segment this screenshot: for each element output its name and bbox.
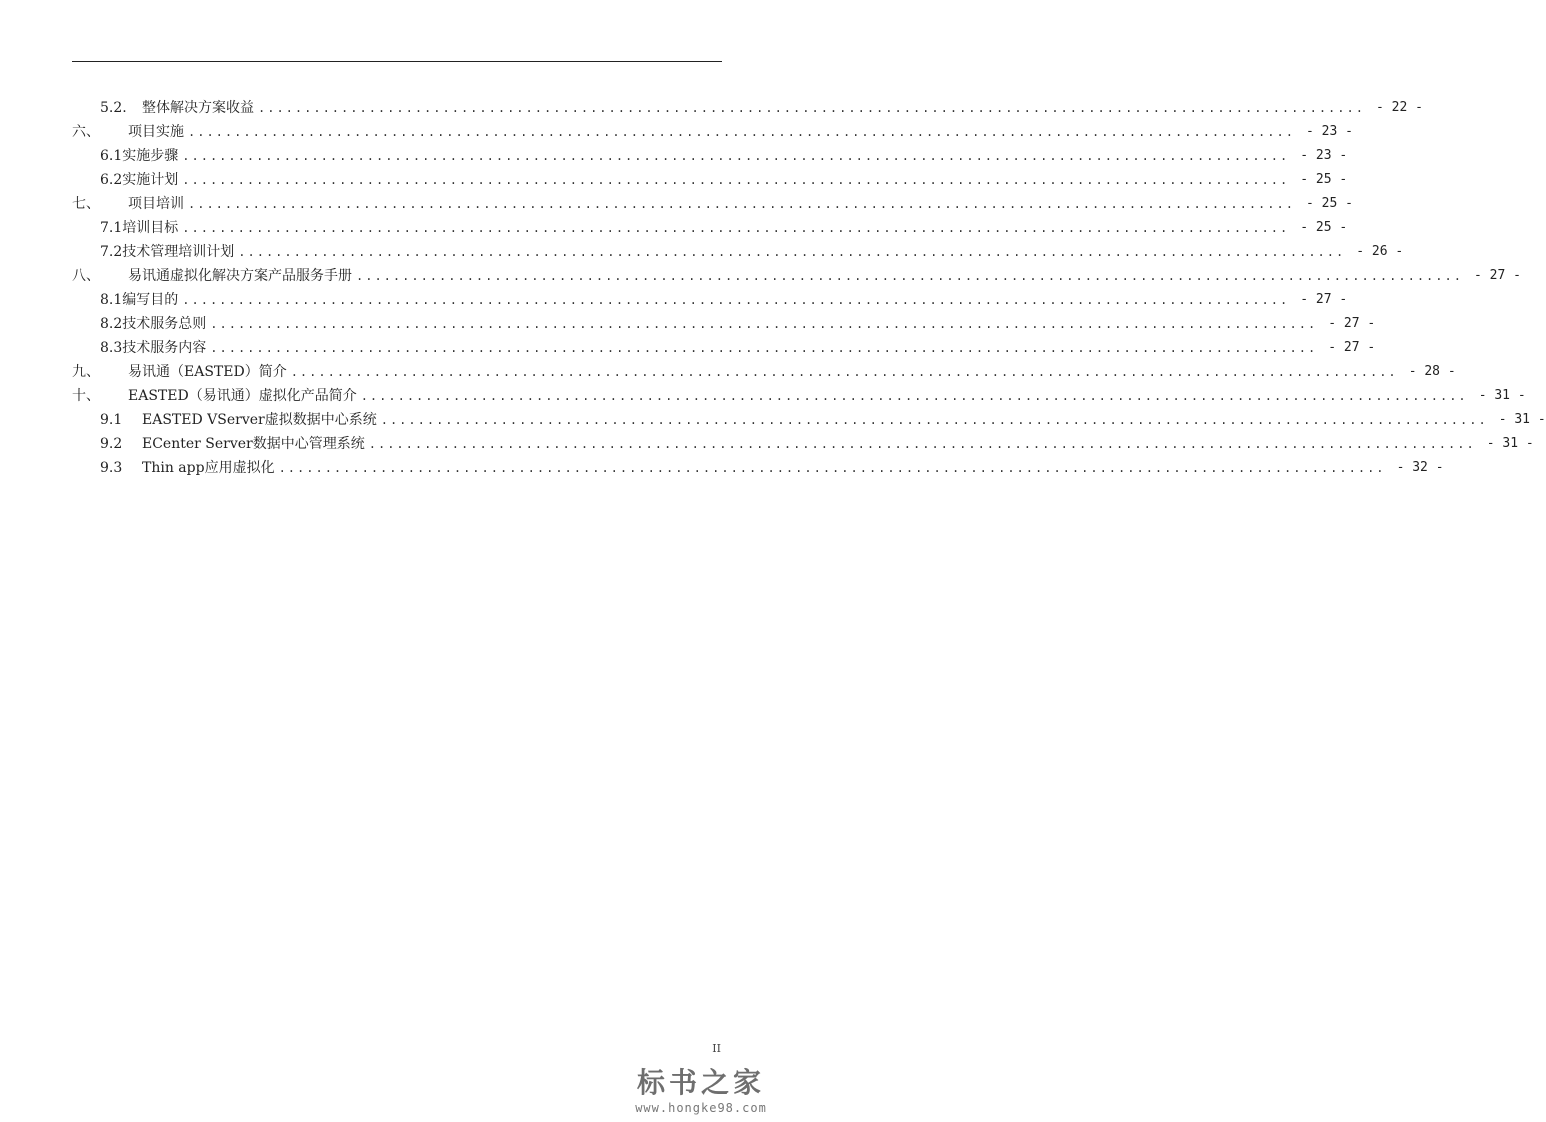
toc-entry-page: - 25 -	[1305, 196, 1353, 211]
toc-entry-number: 7.2	[100, 244, 123, 260]
toc-entry-title: 技术服务内容	[122, 340, 207, 356]
toc-entry-title: EASTED VServer虚拟数据中心系统	[142, 412, 377, 428]
toc-dot-leader: ........................................................................................................................	[182, 173, 1290, 187]
toc-entry-title: 项目实施	[128, 124, 184, 140]
toc-entry-8-1[interactable]	[72, 288, 1348, 312]
toc-entry-7[interactable]	[72, 192, 1353, 216]
toc-dot-leader: ........................................................................................................................	[356, 269, 1463, 283]
toc-entry-9-1[interactable]	[72, 408, 1546, 432]
toc-entry-8-2[interactable]	[72, 312, 1376, 336]
toc-entry-number: 8.3	[100, 340, 123, 356]
toc-entry-title: ECenter Server数据中心管理系统	[142, 436, 365, 452]
toc-entry-number: 9.3	[100, 460, 123, 476]
toc-entry-page: - 23 -	[1300, 148, 1348, 163]
toc-entry-number: 8.2	[100, 316, 123, 332]
toc-dot-leader: ........................................................................................................................	[278, 461, 1386, 475]
toc-entry-title: 项目培训	[128, 196, 184, 212]
toc-entry-7-2[interactable]	[72, 240, 1404, 264]
toc-dot-leader: ........................................................................................................................	[182, 221, 1290, 235]
toc-entry-page: - 31 -	[1498, 412, 1546, 427]
toc-entry-5-2[interactable]	[72, 96, 1423, 120]
toc-entry-page: - 31 -	[1486, 436, 1534, 451]
toc-dot-leader: ........................................................................................................................	[360, 389, 1468, 403]
toc-entry-8[interactable]	[72, 264, 1521, 288]
toc-entry-page: - 27 -	[1473, 268, 1521, 283]
toc-entry-page: - 22 -	[1375, 100, 1423, 115]
toc-entry-10[interactable]	[72, 384, 1526, 408]
toc-entry-title: 易讯通虚拟化解决方案产品服务手册	[128, 268, 352, 284]
toc-entry-title: Thin app应用虚拟化	[142, 460, 275, 476]
toc-dot-leader: ........................................................................................................................	[182, 293, 1290, 307]
toc-entry-page: - 27 -	[1328, 316, 1376, 331]
watermark-logo: 标书之家	[636, 1066, 765, 1099]
toc-entry-title: 实施步骤	[122, 148, 179, 164]
toc-entry-title: 整体解决方案收益	[142, 100, 254, 116]
toc-entry-number: 9.1	[100, 412, 123, 428]
table-of-contents	[72, 96, 1546, 480]
header-rule	[72, 61, 722, 62]
toc-entry-page: - 27 -	[1300, 292, 1348, 307]
toc-entry-page: - 26 -	[1356, 244, 1404, 259]
toc-entry-number: 8.1	[100, 292, 123, 308]
toc-entry-page: - 25 -	[1300, 172, 1348, 187]
toc-entry-number: 6.1	[100, 148, 123, 164]
toc-entry-title: 培训目标	[122, 220, 179, 236]
toc-entry-6-1[interactable]	[72, 144, 1348, 168]
toc-entry-page: - 31 -	[1478, 388, 1526, 403]
toc-entry-page: - 25 -	[1300, 220, 1348, 235]
toc-dot-leader: ........................................................................................................................	[238, 245, 1346, 259]
toc-dot-leader: ........................................................................................................................	[258, 101, 1365, 115]
toc-dot-leader: ........................................................................................................................	[188, 125, 1295, 139]
toc-entry-number: 5.2.	[100, 100, 127, 116]
toc-entry-page: - 28 -	[1408, 364, 1456, 379]
toc-entry-number: 9.2	[100, 436, 123, 452]
toc-entry-title: 编写目的	[122, 292, 179, 308]
toc-dot-leader: ........................................................................................................................	[380, 413, 1488, 427]
watermark-url: www.hongke98.com	[635, 1101, 767, 1115]
toc-entry-title: 易讯通（EASTED）简介	[128, 364, 287, 380]
watermark	[621, 1066, 781, 1116]
toc-entry-number: 九、	[72, 364, 100, 380]
toc-entry-page: - 23 -	[1305, 124, 1353, 139]
toc-dot-leader: ........................................................................................................................	[182, 149, 1290, 163]
page-number: II	[712, 1042, 721, 1055]
toc-entry-number: 七、	[72, 196, 100, 212]
toc-entry-title: EASTED（易讯通）虚拟化产品简介	[128, 388, 357, 404]
toc-entry-number: 7.1	[100, 220, 123, 236]
toc-entry-page: - 27 -	[1328, 340, 1376, 355]
toc-entry-number: 六、	[72, 124, 100, 140]
toc-entry-8-3[interactable]	[72, 336, 1376, 360]
toc-entry-number: 十、	[72, 388, 100, 404]
toc-entry-title: 实施计划	[122, 172, 179, 188]
toc-entry-page: - 32 -	[1396, 460, 1444, 475]
toc-entry-number: 八、	[72, 268, 100, 284]
toc-entry-9-3[interactable]	[72, 456, 1444, 480]
toc-entry-7-1[interactable]	[72, 216, 1348, 240]
toc-dot-leader: ........................................................................................................................	[210, 341, 1318, 355]
toc-entry-title: 技术管理培训计划	[122, 244, 235, 260]
toc-entry-number: 6.2	[100, 172, 123, 188]
toc-entry-title: 技术服务总则	[122, 316, 207, 332]
toc-entry-9[interactable]	[72, 360, 1456, 384]
toc-dot-leader: ........................................................................................................................	[368, 437, 1476, 451]
toc-entry-6-2[interactable]	[72, 168, 1348, 192]
toc-dot-leader: ........................................................................................................................	[188, 197, 1295, 211]
toc-entry-9-2[interactable]	[72, 432, 1534, 456]
toc-entry-6[interactable]	[72, 120, 1353, 144]
toc-dot-leader: ........................................................................................................................	[210, 317, 1318, 331]
toc-dot-leader: ........................................................................................................................	[290, 365, 1398, 379]
